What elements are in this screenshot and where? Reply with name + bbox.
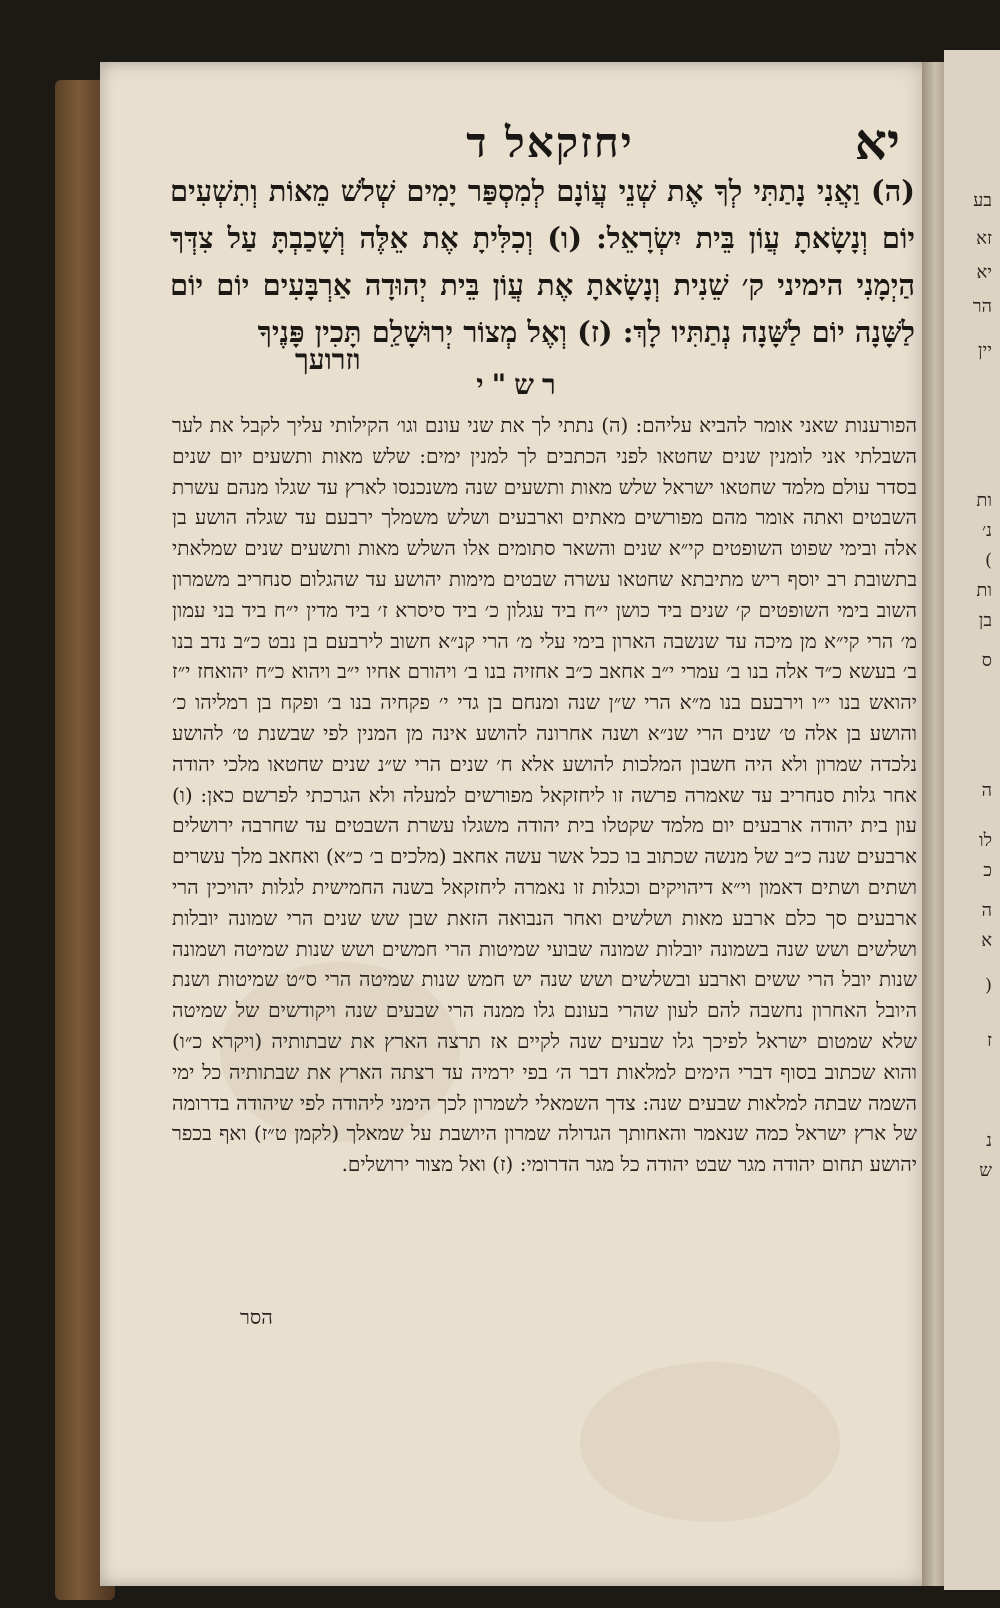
adjacent-fragment: ש: [979, 1160, 992, 1181]
adjacent-fragment: א: [981, 930, 992, 951]
adjacent-fragment: נ: [986, 1130, 992, 1151]
adjacent-fragment: ה: [981, 900, 992, 921]
adjacent-fragment: הר: [972, 296, 992, 317]
adjacent-fragment: ות: [976, 580, 992, 601]
adjacent-fragment: נ׳: [981, 520, 992, 541]
adjacent-page: [944, 50, 1000, 1590]
adjacent-fragment: זא: [976, 228, 992, 249]
book-gutter: [922, 62, 944, 1586]
adjacent-fragment: ז: [986, 1030, 992, 1051]
adjacent-fragment: ): [984, 550, 992, 571]
folio-number: יא: [854, 112, 900, 171]
adjacent-fragment: ס: [981, 650, 992, 671]
adjacent-fragment: יא: [976, 262, 992, 283]
adjacent-fragment: ה: [981, 780, 992, 801]
page-catchword: הסר: [240, 1305, 273, 1329]
commentary-text: הפורענות שאני אומר להביא עליהם: (ה) נתתי לך את שני עונם וגו׳ הקילותי עליך לקבל את לער השבלתי אני לומנין שנים שחטאו לפני הכתבים לך למנין ימים: שלש מאות ותשעים יום שנים בסדר עולם מלמד שחטאו ישראל שלש מאות ותשעים שנה משנכנסו לארץ עד שגלו מנהם עשרת השבטים ואתה אומר מהם מפורשים מאתים וארבעים ושלש משמלך ירבעם עד שגלה הושע בן אלה ובימי שפוט השופטים קי״א שנים והשאר סתומים אלו השלש מאות ותשעים שנים שמלאתי בתשובת רב יוסף ריש מתיבתא שחטאו עשרה שבטים מימות יהושע עד שהגלום סנחריב משמרון השוב בימי השופטים ק׳ שנים ביד כושן י״ח ביד עגלון כ׳ ביד סיסרא ז׳ ביד מדין י״ח ביד בני עמון מ׳ הרי קי״א מן מיכה עד שנשבה הארון בימי עלי מ׳ הרי קנ״א חשוב לירבעם בן נבט כ״ב נדב בנו ב׳ בעשא כ״ד אלה בנו ב׳ עמרי י״ב אחאב כ״ב אחזיה בנו ב׳ ויהורם אחיו י״ב ויהוא כ״ח יהואחז י״ז יהואש בנו י״ו וירבעם בנו מ״א הרי ש״ן שנה ומנחם בן גדי י׳ פקחיה בנו ב׳ ופקח בן רמליהו כ׳ והושע בן אלה ט׳ שנים הרי שנ״א ושנה אחרונה להושע אינה מן המנין לפי שבשנת ט׳ להושע נלכדה שמרון ולא היה חשבון המלכות להושע אלא ח׳ שנים הרי ש״נ שנים שחטאו מלכי יהודה אחר גלות סנחריב עד שאמרה פרשה זו ליחזקאל מפורשים למעלה ולא הגרכתי לפרשם כאן: (ו) עון בית יהודה ארבעים יום מלמד שקטלו בית יהודה משגלו עשרת השבטים עד שחרבה ירושלים ארבעים שנה כ״ב של מנשה שכתוב בו ככל אשר עשה אחאב (מלכים ב׳ כ״א) ואחאב מלך עשרים ושתים ושתים דאמון וי״א דיהויקים וכגלות זו נאמרה ליחזקאל בשנה החמישית לגלות יהויכין הרי ארבעים סך כלם ארבע מאות ושלשים ואחר הנבואה הזאת שבן שש שנים הרי שמונה יובלות ושלשים ושש שנה בשמונה יובלות שמונה שבועי שמיטות הרי חמשים ושש שנות שמיטה ושמונה שנות יובל הרי ששים וארבע ובשלשים ושש שנה יש חמש שנות שמיטה הרי ס״ט שמיטות ושנת היובל האחרון נחשבה להם לעון שהרי בעונם גלו ממנה הרי שבעים שנה ויקודשים של שמיטה שלא שמטום ישראל לפיכך גלו שבעים שנה לקיים אז תרצה הארץ את שבתותיה (ויקרא כ״ו) והוא שכתוב בסוף דברי הימים למלאות דבר ה׳ בפי ירמיה עד רצתה הארץ את שבתותיה כל ימי השמה שבתה למלאות שבעים שנה: צדך השמאלי לשמרון לכך הימני ליהודה לפי שיהודה בדרומה של ארץ ישראל כמה שנאמר והאחותך הגדולה שמרון היושבת על שמאלך (לקמן ט״ז) ואף בכפר יהושע תחום יהודה מגר שבט יהודה כל מגר הדרומי: (ז) ואל מצור ירושלים.: [172, 413, 917, 1177]
adjacent-fragment: ות: [976, 490, 992, 511]
adjacent-fragment: יין: [977, 340, 992, 361]
adjacent-fragment: בע: [973, 190, 992, 211]
scripture-catchword: וזרועך: [295, 343, 361, 376]
adjacent-fragment: בן: [978, 610, 992, 631]
running-head: יחזקאל ד: [466, 118, 634, 167]
scripture-text: (ה) וַאֲנִי נָתַתִּי לְךָ אֶת שְׁנֵי עֲוֹנָם לְמִסְפַּר יָמִים שְׁלֹשׁ מֵאוֹת וְתִשְׁעִים יוֹם וְנָשָׂאתָ עֲוֹן בֵּית יִשְׂרָאֵל: (ו) וְכִלִּיתָ אֶת אֵלֶּה וְשָׁכַבְתָּ עַל צִדְּךָ הַיְמָנִי הימיני ק׳ שֵׁנִית וְנָשָׂאתָ אֶת עֲוֹן בֵּית יְהוּדָה אַרְבָּעִים יוֹם יוֹם לַשָּׁנָה יוֹם לַשָּׁנָה נְתַתִּיו לָךְ: (ז) וְאֶל מְצוֹר יְרוּשָׁלִַם תָּכִין פָּנֶיךָ: [170, 174, 915, 349]
adjacent-fragment: כ: [983, 860, 992, 881]
page-stain: [580, 1362, 840, 1522]
commentary-title: רש"י: [476, 368, 564, 401]
adjacent-fragment: (: [984, 975, 992, 996]
adjacent-fragment: לו: [978, 830, 992, 851]
